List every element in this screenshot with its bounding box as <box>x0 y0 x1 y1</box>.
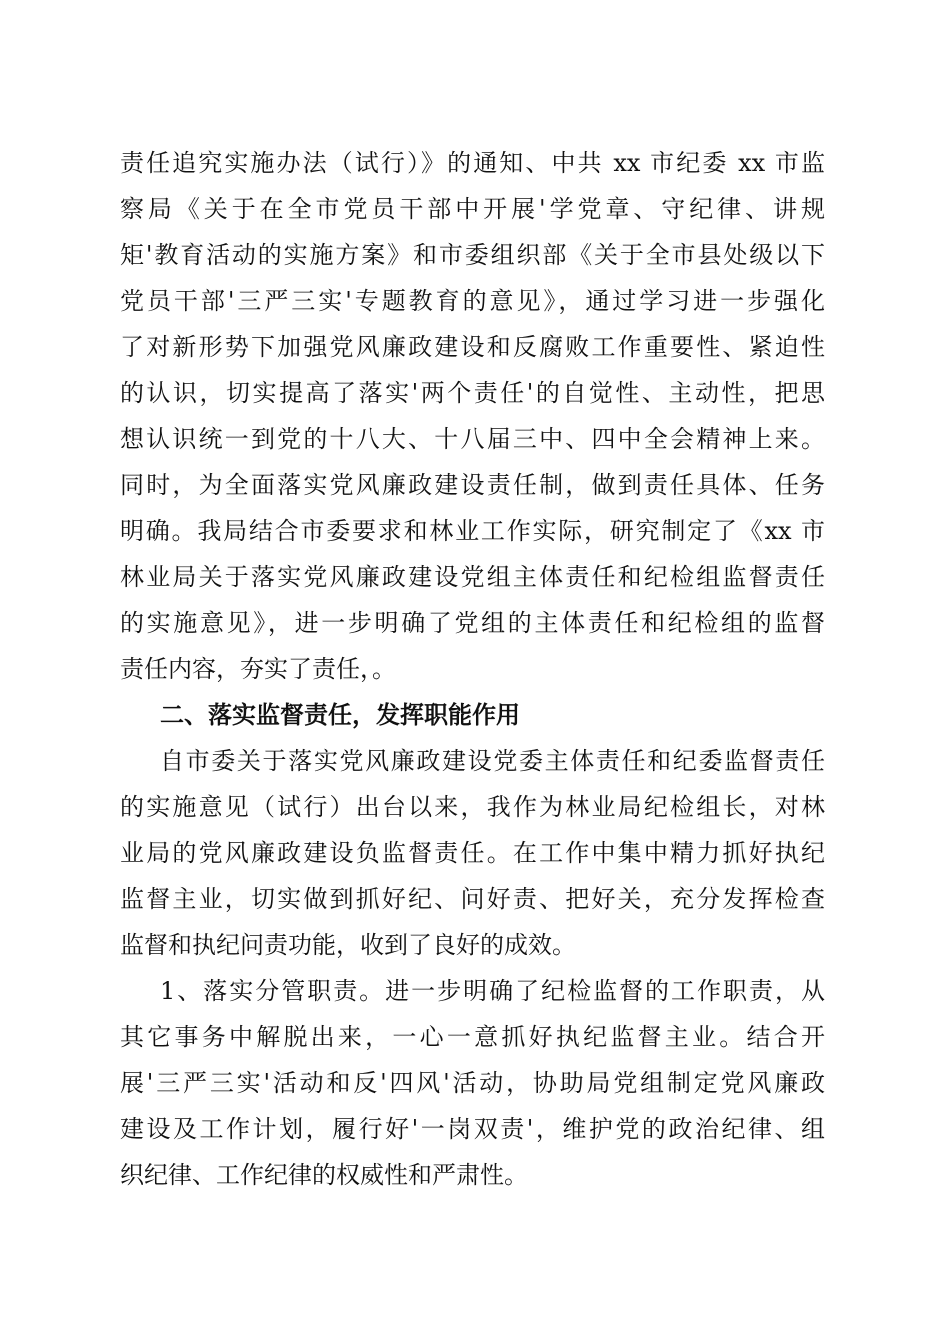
text-line: 建设及工作计划，履行好'一岗双责'，维护党的政治纪律、组 <box>120 1115 825 1143</box>
text-line: 的实施意见（试行）出台以来，我作为林业局纪检组长，对林 <box>120 793 825 821</box>
section-heading: 二、落实监督责任，发挥职能作用 <box>160 701 520 729</box>
text-line: 想认识统一到党的十八大、十八届三中、四中全会精神上来。 <box>120 425 825 453</box>
text-line: 监督主业，切实做到抓好纪、问好责、把好关，充分发挥检查 <box>120 885 825 913</box>
text-line: 林业局关于落实党风廉政建设党组主体责任和纪检组监督责任 <box>120 563 825 591</box>
text-line: 同时，为全面落实党风廉政建设责任制，做到责任具体、任务 <box>120 471 825 499</box>
text-line: 了对新形势下加强党风廉政建设和反腐败工作重要性、紧迫性 <box>120 333 825 361</box>
text-line: 党员干部'三严三实'专题教育的意见》，通过学习进一步强化 <box>120 287 825 315</box>
paragraph-1 <box>120 140 825 692</box>
text-line: 矩'教育活动的实施方案》和市委组织部《关于全市县处级以下 <box>120 241 825 269</box>
text-line: 的认识，切实提高了落实'两个责任'的自觉性、主动性，把思 <box>120 379 825 407</box>
paragraph-3 <box>120 968 825 1198</box>
text-line: 展'三严三实'活动和反'四风'活动，协助局党组制定党风廉政 <box>120 1069 825 1097</box>
paragraph-2 <box>120 738 825 968</box>
text-line: 1、落实分管职责。进一步明确了纪检监督的工作职责，从 <box>160 977 825 1005</box>
text-line: 自市委关于落实党风廉政建设党委主体责任和纪委监督责任 <box>160 747 825 775</box>
text-line: 织纪律、工作纪律的权威性和严肃性。 <box>120 1161 528 1189</box>
text-line: 明确。我局结合市委要求和林业工作实际，研究制定了《xx 市 <box>120 517 825 545</box>
document-body <box>120 140 825 1198</box>
text-line: 业局的党风廉政建设负监督责任。在工作中集中精力抓好执纪 <box>120 839 825 867</box>
text-line: 察局《关于在全市党员干部中开展'学党章、守纪律、讲规 <box>120 195 825 223</box>
text-line: 责任追究实施办法（试行）》的通知、中共 xx 市纪委 xx 市监 <box>120 149 825 177</box>
text-line: 责任内容，夯实了责任，。 <box>120 655 396 683</box>
text-line: 其它事务中解脱出来，一心一意抓好执纪监督主业。结合开 <box>120 1023 825 1051</box>
text-line: 的实施意见》，进一步明确了党组的主体责任和纪检组的监督 <box>120 609 825 637</box>
text-line: 监督和执纪问责功能，收到了良好的成效。 <box>120 931 576 959</box>
